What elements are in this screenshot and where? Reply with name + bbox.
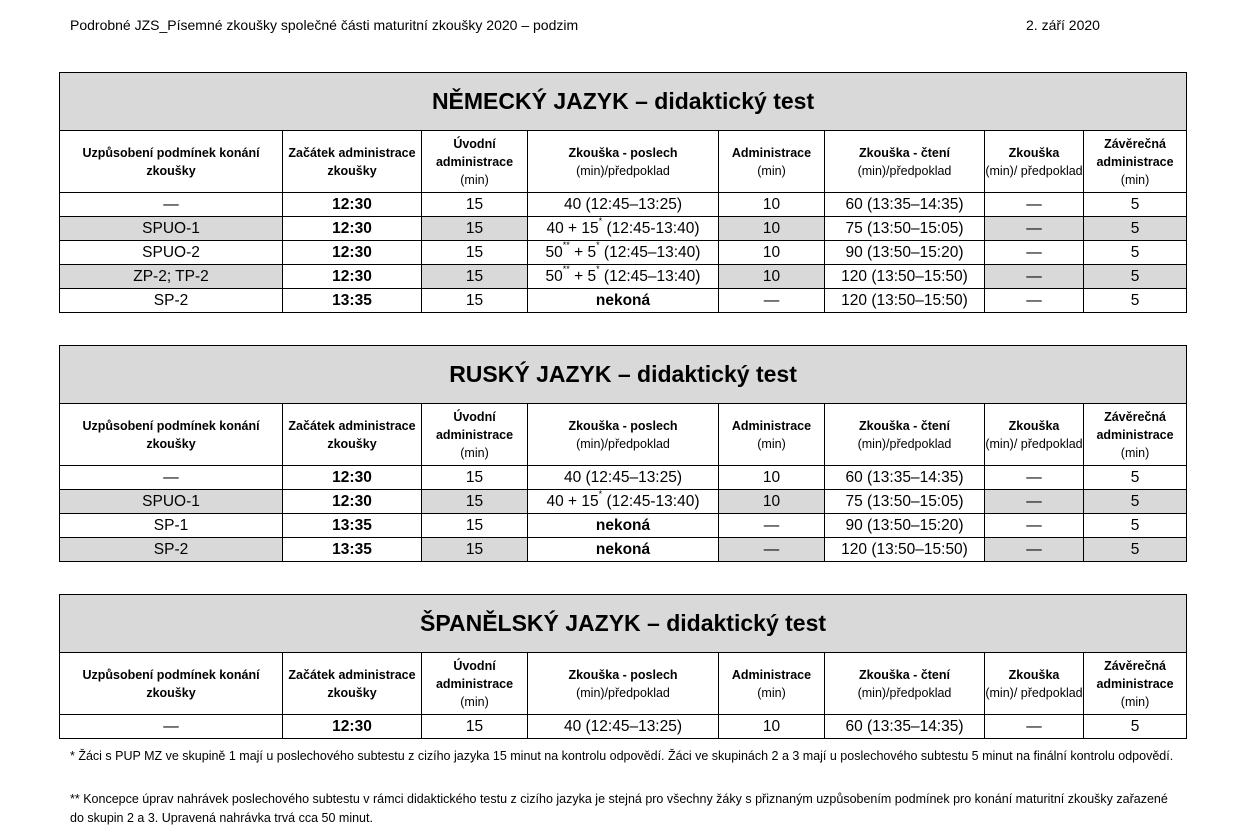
table-title: ŠPANĚLSKÝ JAZYK – didaktický test — [60, 595, 1187, 653]
table-row: ZP-2; TP-2 12:30 15 50** + 5* (12:45–13:40) 10 120 (13:50–15:50) — 5 — [60, 265, 1187, 289]
table-row: — 12:30 15 40 (12:45–13:25) 10 60 (13:35–14:35) — 5 — [60, 466, 1187, 490]
column-header-row: Uzpůsobení podmínek konání zkoušky Začátek administrace zkoušky Úvodní administrace (min) Zkouška - poslech (min)/předpoklad Administrace (min) Zkouška - čtení (min)/předpoklad Zkouška (min)/ předpoklad Závěrečná administrace (min) — [60, 131, 1187, 193]
table-row: SPUO-1 12:30 15 40 + 15* (12:45-13:40) 10 75 (13:50–15:05) — 5 — [60, 490, 1187, 514]
col-header-intro: Úvodní administrace — [435, 136, 514, 169]
col-header-listening: Zkouška - poslech — [568, 145, 678, 160]
table-row: SPUO-2 12:30 15 50** + 5* (12:45–13:40) 10 90 (13:50–15:20) — 5 — [60, 241, 1187, 265]
spanish-schedule-table — [59, 594, 1187, 739]
table-row: SP-2 13:35 15 nekoná — 120 (13:50–15:50) — 5 — [60, 289, 1187, 313]
footnote-2: ** Koncepce úprav nahrávek poslechového subtestu v rámci didaktického testu z cizího jazyka je stejná pro všechny žáky s přiznaným uzpůsobením podmínek pro konání maturitní zkoušky zařazené do skupin 2 a 3. Upravená nahrávka trvá cca 50 minut. — [70, 792, 1168, 825]
table-row: SPUO-1 12:30 15 40 + 15* (12:45-13:40) 10 75 (13:50–15:05) — 5 — [60, 217, 1187, 241]
table-row: SP-2 13:35 15 nekoná — 120 (13:50–15:50) — 5 — [60, 538, 1187, 562]
table-row: SP-1 13:35 15 nekoná — 90 (13:50–15:20) — 5 — [60, 514, 1187, 538]
col-header-exam: Zkouška — [1008, 145, 1060, 160]
german-schedule-table — [59, 72, 1187, 313]
russian-schedule-table — [59, 345, 1187, 562]
column-header-row: Uzpůsobení podmínek konání zkoušky Začátek administrace zkoušky Úvodní administrace (min) Zkouška - poslech (min)/předpoklad Administrace (min) Zkouška - čtení (min)/předpoklad Zkouška (min)/ předpoklad Závěrečná administrace (min) — [60, 404, 1187, 466]
col-header-condition: Uzpůsobení podmínek konání zkoušky — [82, 145, 260, 178]
col-header-final: Závěrečná administrace — [1096, 136, 1174, 169]
col-header-admin: Administrace — [731, 145, 812, 160]
table-title: RUSKÝ JAZYK – didaktický test — [60, 346, 1187, 404]
document-header-title: Podrobné JZS_Písemné zkoušky společné části maturitní zkoušky 2020 – podzim — [70, 17, 579, 33]
document-header-date: 2. září 2020 — [1026, 17, 1100, 33]
table-title: NĚMECKÝ JAZYK – didaktický test — [60, 73, 1187, 131]
table-row: — 12:30 15 40 (12:45–13:25) 10 60 (13:35–14:35) — 5 — [60, 193, 1187, 217]
footnote-1: * Žáci s PUP MZ ve skupině 1 mají u poslechového subtestu z cizího jazyka 15 minut na kontrolu odpovědí. Žáci ve skupinách 2 a 3 mají u poslechového subtestu 5 minut na finální kontrolu odpovědí. — [70, 749, 1174, 763]
column-header-row: Uzpůsobení podmínek konání zkoušky Začátek administrace zkoušky Úvodní administrace (min) Zkouška - poslech (min)/předpoklad Administrace (min) Zkouška - čtení (min)/předpoklad Zkouška (min)/ předpoklad Závěrečná administrace (min) — [60, 653, 1187, 715]
col-header-reading: Zkouška - čtení — [859, 145, 950, 160]
col-header-start: Začátek administrace zkoušky — [288, 145, 416, 178]
table-row: — 12:30 15 40 (12:45–13:25) 10 60 (13:35–14:35) — 5 — [60, 715, 1187, 739]
